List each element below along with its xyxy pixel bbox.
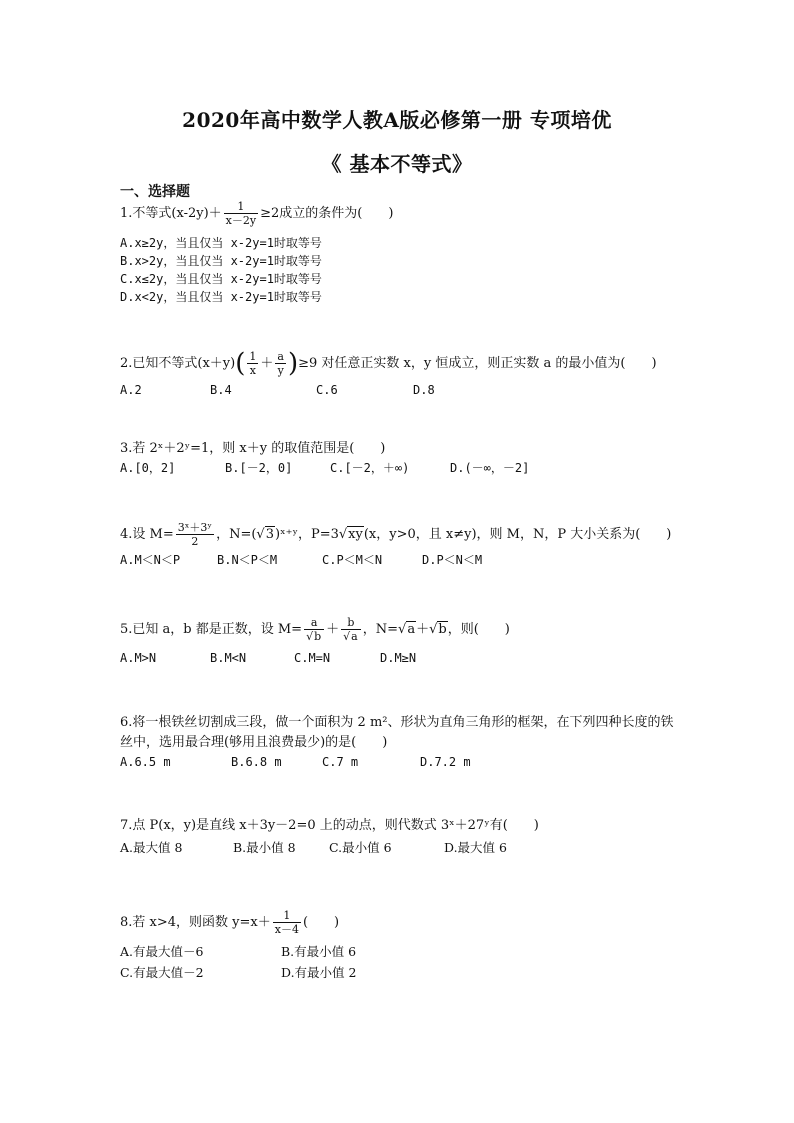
q3-option-c: C.[－2，＋∞)	[330, 461, 410, 475]
question-8: 8.若 x>4，则函数 y=x＋ $\frac{1}{x-4}$ ( )	[120, 909, 340, 936]
fraction: $\frac{1}{x}$	[249, 350, 257, 377]
q5-option-c: C.M=N	[294, 651, 331, 665]
q6-option-a: A.6.5 m	[120, 755, 171, 769]
q1-option-a: A.x≥2y，当且仅当 x-2y=1时取等号	[120, 236, 322, 250]
question-6-line2: 丝中，选用最合理(够用且浪费最少)的是( )	[120, 735, 388, 750]
q2-option-b: B.4	[210, 383, 232, 397]
sqrt: √xy	[338, 527, 363, 542]
sqrt: √3	[256, 527, 274, 542]
q7-option-c: C.最小值 6	[329, 840, 392, 855]
q4-option-b: B.N＜P＜M	[217, 553, 278, 567]
fraction: $\frac{1}{x-4}$	[274, 909, 299, 936]
q3-option-b: B.[－2，0]	[225, 461, 293, 475]
q8-option-c: C.有最大值－2	[120, 965, 204, 980]
question-1: 1.不等式(x-2y)＋ $\frac{1}{x-2y}$ ≥2成立的条件为( )	[120, 200, 394, 227]
section-heading: 一、选择题	[120, 184, 190, 200]
q6-option-b: B.6.8 m	[231, 755, 282, 769]
q2-option-a: A.2	[120, 383, 142, 397]
document-title: 2020年高中数学人教A版必修第一册 专项培优	[182, 108, 612, 132]
q5-option-b: B.M<N	[210, 651, 247, 665]
q6-option-c: C.7 m	[322, 755, 359, 769]
fraction: $\frac{a}{y}$	[277, 350, 284, 377]
question-7: 7.点 P(x，y)是直线 x＋3y－2=0 上的动点，则代数式 3ˣ＋27ʸ有( )	[120, 818, 539, 833]
q8-option-d: D.有最小值 2	[281, 965, 357, 980]
sqrt: √a	[398, 622, 416, 637]
question-5: 5.已知 a，b 都是正数，设 M= $\frac{a}{√b}$ ＋ $\frac{b}{√a}$ ，N=√a＋√b，则( )	[120, 616, 510, 643]
q7-option-d: D.最大值 6	[444, 840, 507, 855]
q5-option-d: D.M≥N	[380, 651, 417, 665]
q1-option-d: D.x<2y，当且仅当 x-2y=1时取等号	[120, 290, 322, 304]
q8-option-b: B.有最小值 6	[281, 944, 357, 959]
fraction: $\frac{a}{√b}$	[304, 616, 324, 643]
q8-option-a: A.有最大值－6	[120, 944, 204, 959]
q3-option-d: D.(－∞，－2]	[450, 461, 530, 475]
q1-option-b: B.x>2y，当且仅当 x-2y=1时取等号	[120, 254, 322, 268]
q2-option-c: C.6	[316, 383, 338, 397]
q7-option-a: A.最大值 8	[120, 840, 183, 855]
fraction: $\frac{\text{3ˣ＋3ʸ}}{2}$	[177, 521, 213, 548]
q5-option-a: A.M>N	[120, 651, 157, 665]
q2-option-d: D.8	[413, 383, 435, 397]
fraction: $\frac{1}{x-2y}$	[225, 200, 257, 227]
document-subtitle: 《 基本不等式》	[321, 152, 473, 176]
question-2: 2.已知不等式(x＋y)( $\frac{1}{x}$ ＋ $\frac{a}{y}$ )≥9 对任意正实数 x，y 恒成立，则正实数 a 的最小值为( )	[120, 348, 657, 379]
question-4: 4.设 M= $\frac{\text{3ˣ＋3ʸ}}{2}$ ，N=(√3)ˣ⁺ʸ，P=3√xy(x，y>0，且 x≠y)，则 M，N，P 大小关系为( )	[120, 521, 672, 548]
question-6-line1: 6.将一根铁丝切割成三段，做一个面积为 2 m²、形状为直角三角形的框架，在下列四种长度的铁	[120, 715, 674, 730]
q1-option-c: C.x≤2y，当且仅当 x-2y=1时取等号	[120, 272, 322, 286]
q3-option-a: A.[0，2]	[120, 461, 176, 475]
q7-option-b: B.最小值 8	[233, 840, 296, 855]
q4-option-c: C.P＜M＜N	[322, 553, 383, 567]
q4-option-a: A.M＜N＜P	[120, 553, 181, 567]
question-3: 3.若 2ˣ＋2ʸ=1，则 x＋y 的取值范围是( )	[120, 441, 386, 456]
sqrt: √b	[429, 622, 447, 637]
fraction: $\frac{b}{√a}$	[341, 616, 361, 643]
q4-option-d: D.P＜N＜M	[422, 553, 483, 567]
q6-option-d: D.7.2 m	[420, 755, 471, 769]
